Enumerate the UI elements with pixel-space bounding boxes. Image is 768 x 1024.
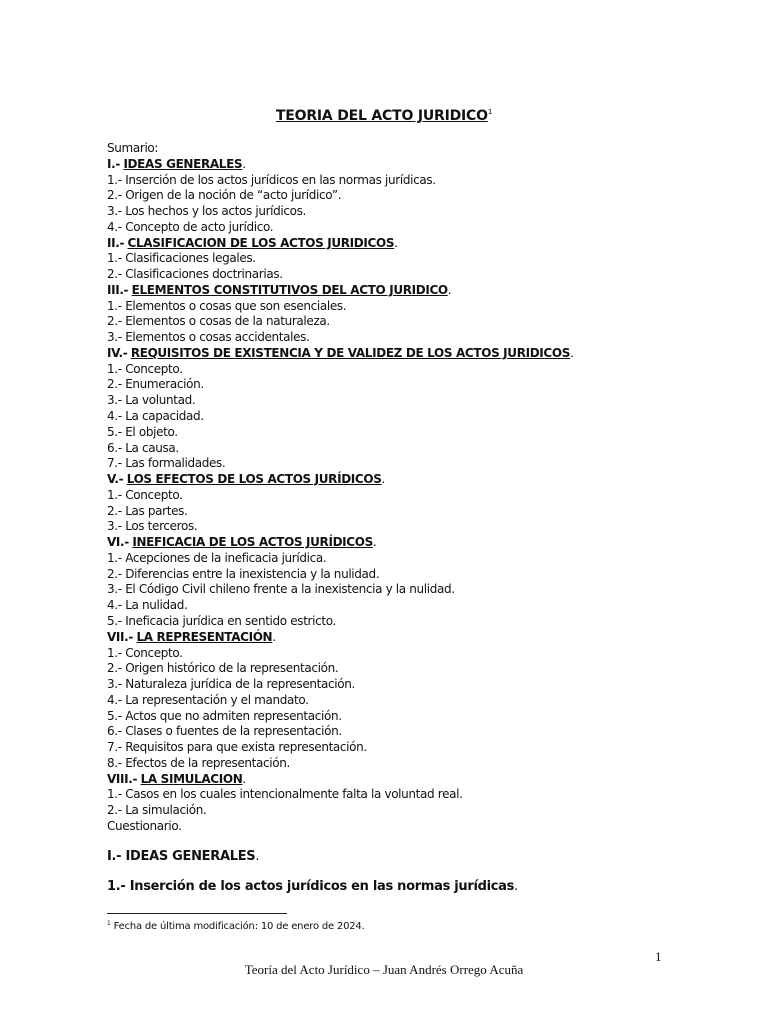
period: . xyxy=(394,235,398,250)
document-title xyxy=(0,108,768,124)
toc-section-title: CLASIFICACION DE LOS ACTOS JURIDICOS xyxy=(127,235,395,250)
toc-section-heading xyxy=(107,630,574,646)
toc-item: 5.- El objeto. xyxy=(107,424,178,439)
period: . xyxy=(381,472,385,487)
toc-section-heading xyxy=(107,346,574,362)
subsection-heading-text: 1.- Inserción de los actos jurídicos en las normas jurídicas xyxy=(107,879,515,894)
toc-item: 3.- Los hechos y los actos jurídicos. xyxy=(107,204,307,219)
period: . xyxy=(242,771,246,786)
toc-section-heading xyxy=(107,157,574,173)
page-footer: Teoría del Acto Jurídico – Juan Andrés Orrego Acuña xyxy=(244,962,524,977)
toc-item: 4.- Concepto de acto jurídico. xyxy=(107,219,274,234)
toc-section-title: LA REPRESENTACIÓN xyxy=(136,629,273,644)
toc-section-number: IV.- xyxy=(107,345,128,360)
period: . xyxy=(272,629,276,644)
period: . xyxy=(372,535,377,550)
toc-section-heading xyxy=(107,472,574,488)
subsection-heading: 1.- Inserción de los actos jurídicos en las normas jurídicas. xyxy=(107,879,518,894)
toc-section-number: VI.- xyxy=(107,535,129,550)
toc-section-number: VII.- xyxy=(107,629,134,644)
toc-item: 7.- Las formalidades. xyxy=(107,456,226,471)
table-of-contents xyxy=(107,141,574,835)
title-text: TEORIA DEL ACTO JURIDICO xyxy=(275,108,488,124)
toc-item: 2.- Origen histórico de la representación. xyxy=(107,661,339,676)
toc-item: 6.- Clases o fuentes de la representación. xyxy=(107,724,342,739)
toc-item: 6.- La causa. xyxy=(107,440,179,455)
toc-section-title: ELEMENTOS CONSTITUTIVOS DEL ACTO JURIDICO xyxy=(131,282,448,297)
toc-section-heading xyxy=(107,283,574,299)
toc-section-number: V.- xyxy=(107,472,124,487)
toc-item: 8.- Efectos de la representación. xyxy=(107,755,290,770)
period: . xyxy=(447,282,452,297)
toc-section-heading xyxy=(107,535,574,551)
period: . xyxy=(570,345,574,360)
section-heading-text: I.- IDEAS GENERALES xyxy=(107,849,256,864)
toc-item: 1.- Elementos o cosas que son esenciales. xyxy=(107,298,347,313)
toc-item: 2.- Diferencias entre la inexistencia y la nulidad. xyxy=(107,566,380,581)
toc-section-number: III.- xyxy=(107,282,129,297)
toc-item: 4.- La representación y el mandato. xyxy=(107,692,309,707)
period: . xyxy=(242,156,246,171)
toc-section-title: REQUISITOS DE EXISTENCIA Y DE VALIDEZ DE LOS ACTOS JURIDICOS xyxy=(130,345,571,360)
footnote-mark: 1 xyxy=(107,920,111,927)
toc-item: 7.- Requisitos para que exista representación. xyxy=(107,740,367,755)
toc-section-title: INEFICACIA DE LOS ACTOS JURÍDICOS xyxy=(132,535,373,550)
toc-item: 2.- Origen de la noción de “acto jurídico”. xyxy=(107,188,342,203)
toc-section-title: LA SIMULACION xyxy=(140,771,243,786)
toc-section-number: II.- xyxy=(107,235,125,250)
toc-item: 2.- Las partes. xyxy=(107,503,188,518)
toc-item: 3.- La voluntad. xyxy=(107,393,196,408)
toc-section-title: IDEAS GENERALES xyxy=(123,156,243,171)
toc-item: 1.- Acepciones de la ineficacia jurídica. xyxy=(107,550,327,565)
toc-section-heading xyxy=(107,772,574,788)
footnote xyxy=(107,920,365,932)
toc-section-title: LOS EFECTOS DE LOS ACTOS JURÍDICOS xyxy=(126,472,382,487)
toc-item: 1.- Clasificaciones legales. xyxy=(107,251,256,266)
toc-section-heading xyxy=(107,236,574,252)
toc-item: 1.- Concepto. xyxy=(107,361,183,376)
footnote-separator xyxy=(107,913,287,914)
toc-section-number: VIII.- xyxy=(107,771,138,786)
toc-questionnaire: Cuestionario. xyxy=(107,818,182,833)
toc-item: 1.- Concepto. xyxy=(107,487,183,502)
toc-item: 2.- La simulación. xyxy=(107,803,207,818)
toc-item: 3.- Elementos o cosas accidentales. xyxy=(107,330,310,345)
toc-sections xyxy=(107,157,574,819)
toc-item: 4.- La capacidad. xyxy=(107,409,204,424)
toc-item: 1.- Casos en los cuales intencionalmente falta la voluntad real. xyxy=(107,787,463,802)
footnote-text: Fecha de última modificación: 10 de enero de 2024. xyxy=(113,921,365,932)
toc-item: 2.- Enumeración. xyxy=(107,377,204,392)
toc-item: 4.- La nulidad. xyxy=(107,598,188,613)
toc-item: 2.- Elementos o cosas de la naturaleza. xyxy=(107,314,330,329)
toc-item: 3.- El Código Civil chileno frente a la inexistencia y la nulidad. xyxy=(107,582,455,597)
toc-item: 2.- Clasificaciones doctrinarias. xyxy=(107,267,283,282)
toc-item: 1.- Inserción de los actos jurídicos en las normas jurídicas. xyxy=(107,172,436,187)
toc-section-number: I.- xyxy=(107,156,120,171)
footnote-reference[interactable]: 1 xyxy=(487,108,493,116)
section-heading: I.- IDEAS GENERALES. xyxy=(107,849,260,864)
summary-label: Sumario: xyxy=(107,141,159,155)
toc-item: 5.- Ineficacia jurídica en sentido estricto. xyxy=(107,613,336,628)
toc-item: 3.- Naturaleza jurídica de la representación. xyxy=(107,677,355,692)
toc-item: 1.- Concepto. xyxy=(107,645,183,660)
page-number: 1 xyxy=(655,949,662,964)
toc-item: 5.- Actos que no admiten representación. xyxy=(107,708,342,723)
toc-item: 3.- Los terceros. xyxy=(107,519,198,534)
